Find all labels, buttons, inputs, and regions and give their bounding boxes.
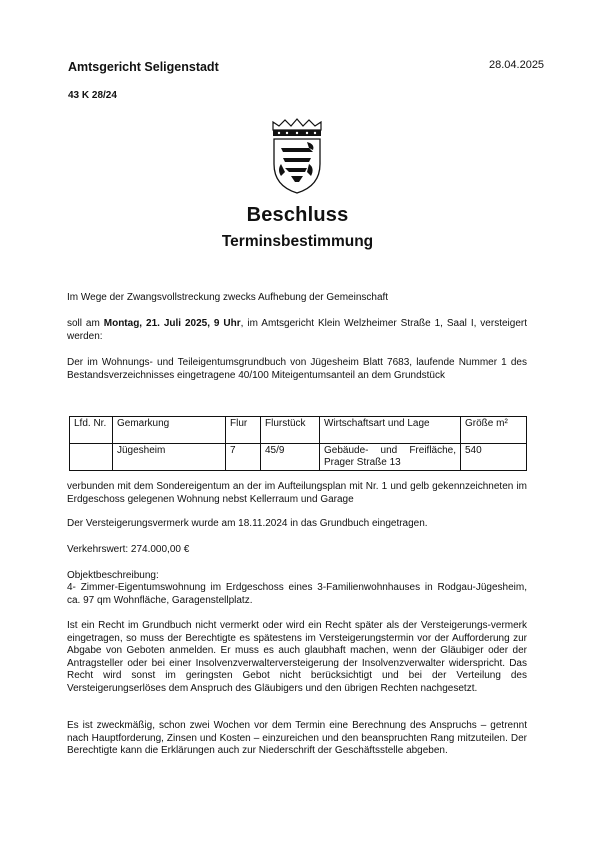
document-subtitle: Terminsbestimmung: [221, 233, 374, 250]
document-date: 28.04.2025: [489, 59, 545, 71]
header-gemarkung: Gemarkung: [113, 417, 226, 444]
verkehrswert: Verkehrswert: 274.000,00 €: [67, 544, 190, 555]
table-row: [70, 444, 527, 471]
case-number: 43 K 28/24: [68, 90, 117, 101]
cell-gemarkung: Jügesheim: [113, 444, 226, 471]
connected-paragraph: verbunden mit dem Sondereigentum an der im Aufteilungsplan mit Nr. 1 und gelb gekennzeichneten im Erdgeschoss gelegenen Wohnung nebst Kellerraum und Garage: [67, 481, 527, 505]
cell-wirtschaftsart: Gebäude- und Freifläche, Prager Straße 13: [320, 444, 461, 471]
grundstueck-table: [69, 416, 527, 471]
hinweis-paragraph: Es ist zweckmäßig, schon zwei Wochen vor dem Termin eine Berechnung des Anspruchs – getrennt nach Hauptforderung, Zinsen und Kosten – einzureichen und den beanspruchten Rang mitzuteilen. Der Berechtigte kann die Erklärungen auch zur Niederschrift der Geschäftsstelle abgeben.: [67, 720, 527, 757]
header-flur: Flur: [226, 417, 261, 444]
termin-prefix: soll am: [67, 318, 104, 329]
header-lfd-nr: Lfd. Nr.: [70, 417, 113, 444]
hesse-coat-of-arms-icon: [269, 118, 325, 194]
beschreibung-paragraph: 4- Zimmer-Eigentumswohnung im Erdgeschoss eines 3-Familienwohnhauses in Rodgau-Jügesheim, ca. 97 qm Wohnfläche, Garagenstellplatz.: [67, 582, 527, 606]
cell-flurstueck: 45/9: [261, 444, 320, 471]
termin-suffix: , im Amtsgericht Klein Welzheimer Straße 1, Saal I, versteigert werden:: [67, 318, 527, 342]
header-wirtschaftsart: Wirtschaftsart und Lage: [320, 417, 461, 444]
intro-paragraph: Im Wege der Zwangsvollstreckung zwecks Aufhebung der Gemeinschaft: [67, 292, 389, 303]
termin-paragraph: [67, 318, 527, 343]
termin-date-time: Montag, 21. Juli 2025, 9 Uhr: [103, 318, 241, 329]
cell-lfd-nr: [70, 444, 113, 471]
beschreibung-label: Objektbeschreibung:: [67, 570, 159, 581]
vermerk-paragraph: Der Versteigerungsvermerk wurde am 18.11.2024 in das Grundbuch eingetragen.: [67, 518, 428, 529]
table-header-row: [70, 417, 527, 444]
rechte-paragraph: Ist ein Recht im Grundbuch nicht vermerkt oder wird ein Recht später als der Versteigerungs-vermerk eingetragen, so muss der Berechtigte es spätestens im Versteigerungstermin vor der Aufforderung zur Abgabe von Geboten anmelden. Er muss es auch glaubhaft machen, wenn der Gläubiger oder der Antragsteller oder bei einer Insolvenzverwalterversteigerung der Insolvenzverwalter widerspricht. Das Recht wird sonst im geringsten Gebot nicht berücksichtigt und bei der Verteilung des Versteigerungserlöses dem Anspruch des Gläubigers und den übrigen Rechten nachgesetzt.: [67, 620, 527, 694]
header-flurstueck: Flurstück: [261, 417, 320, 444]
cell-groesse: 540: [461, 444, 527, 471]
court-name: Amtsgericht Seligenstadt: [68, 60, 219, 74]
cell-flur: 7: [226, 444, 261, 471]
object-intro-paragraph: Der im Wohnungs- und Teileigentumsgrundbuch von Jügesheim Blatt 7683, laufende Nummer 1 des Bestandsverzeichnisses eingetragene 40/100 Miteigentumsanteil an dem Grundstück: [67, 357, 527, 381]
document-title: Beschluss: [246, 204, 349, 226]
header-groesse: Größe m²: [461, 417, 527, 444]
